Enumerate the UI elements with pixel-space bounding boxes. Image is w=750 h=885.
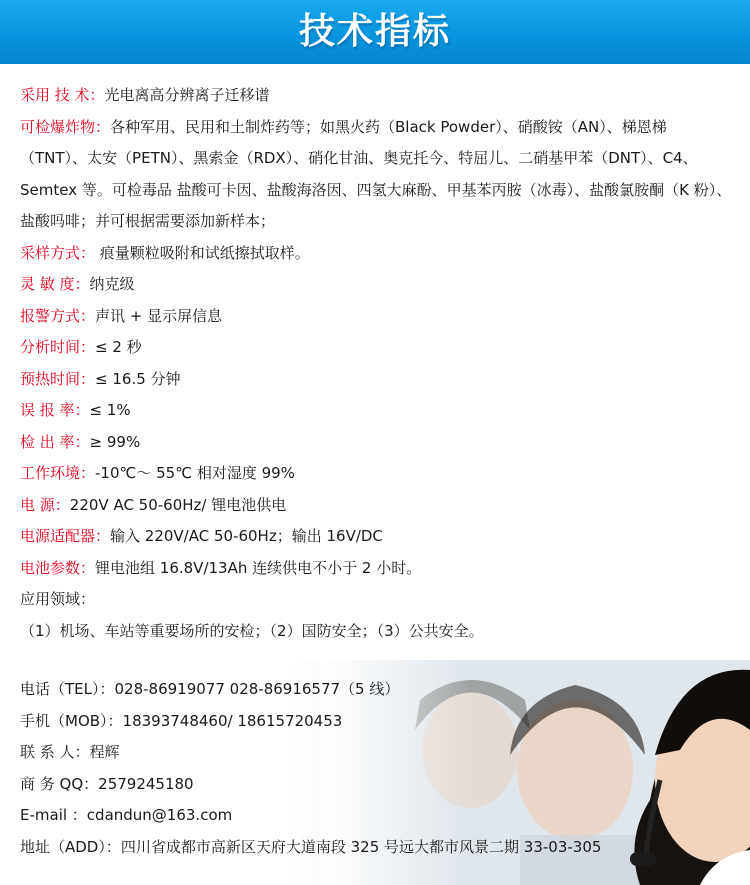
contact-email[interactable]: E-mail ：cdandun@163.com [20, 806, 233, 825]
spec-technology [20, 80, 732, 112]
spec-label: 分析时间： [20, 338, 96, 356]
spec-power [20, 490, 732, 522]
spec-adapter [20, 521, 732, 553]
spec-sampling [20, 238, 732, 270]
spec-label: 报警方式： [20, 306, 96, 325]
contact-tel: 电话（TEL）：028-86919077 028-86916577（5 线） [20, 680, 400, 698]
spec-value: 光电离高分辨离子迁移谱 [104, 86, 270, 104]
spec-value: （1）机场、车站等重要场所的安检；（2）国防安全；（3）公共安全。 [20, 621, 484, 640]
spec-label: 灵 敏 度： [20, 275, 90, 293]
spec-alarm [20, 301, 732, 333]
spec-false-alarm-rate [20, 395, 732, 427]
contact-qq: 商 务 QQ：2579245180 [20, 774, 194, 793]
spec-label: 误 报 率： [20, 401, 90, 419]
spec-label: 电 源： [20, 495, 70, 514]
spec-application-value [20, 616, 732, 648]
contact-person: 联 系 人：程辉 [20, 743, 120, 762]
contact-address: 地址（ADD）：四川省成都市高新区天府大道南段 325 号远大都市风景二期 33-03-305 [20, 837, 602, 856]
spec-detection-rate [20, 427, 732, 459]
spec-analysis-time [20, 332, 732, 364]
spec-label: 检 出 率： [20, 432, 90, 451]
contact-list [20, 674, 601, 864]
spec-value: 纳克级 [89, 275, 135, 293]
spec-label: 电池参数： [20, 558, 96, 577]
spec-value: -10℃～ 55℃ 相对湿度 99% [95, 464, 295, 482]
spec-value: 痕量颗粒吸附和试纸擦拭取样。 [95, 243, 310, 262]
spec-label: 采样方式： [20, 243, 96, 262]
spec-value: 输入 220V/AC 50-60Hz；输出 16V/DC [110, 527, 383, 545]
spec-label: 工作环境： [20, 464, 96, 482]
spec-label: 可检爆炸物： [20, 117, 111, 136]
spec-value: 声讯 + 显示屏信息 [95, 306, 223, 325]
spec-application-label [20, 584, 732, 616]
spec-value: ≤ 1% [89, 401, 131, 419]
contact-mobile: 手机（MOB）：18393748460/ 18615720453 [20, 711, 343, 730]
spec-explosives [20, 112, 732, 238]
spec-value: ≥ 99% [89, 432, 141, 451]
spec-label: 电源适配器： [20, 527, 111, 545]
spec-value: ≤ 2 秒 [95, 338, 142, 356]
spec-label: 应用领域： [20, 590, 96, 608]
spec-preheat-time [20, 364, 732, 396]
spec-battery [20, 553, 732, 585]
spec-value: 锂电池组 16.8V/13Ah 连续供电不小于 2 小时。 [95, 558, 422, 577]
spec-value: 220V AC 50-60Hz/ 锂电池供电 [69, 495, 287, 514]
page-title: 技术指标 [298, 11, 451, 52]
spec-environment [20, 458, 732, 490]
contact-section [0, 660, 750, 885]
spec-label: 预热时间： [20, 369, 96, 388]
spec-label: 采用 技 术： [20, 86, 105, 104]
spec-sensitivity [20, 269, 732, 301]
spec-list [20, 80, 732, 647]
spec-value: ≤ 16.5 分钟 [95, 369, 181, 388]
spec-value: 各种军用、民用和土制炸药等；如黑火药（Black Powder）、硝酸铵（AN）、梯恩梯（TNT）、太安（PETN）、黑索金（RDX）、硝化甘油、奥克托今、特屈儿、二硝基甲苯（DNT）、C4、Semtex 等。可检毒品 盐酸可卡因、盐酸海洛因、四氢大麻酚、甲基苯丙胺（冰毒）、盐酸氯胺酮（K 粉）、盐酸吗啡；并可根据需要添加新样本； [20, 117, 732, 230]
